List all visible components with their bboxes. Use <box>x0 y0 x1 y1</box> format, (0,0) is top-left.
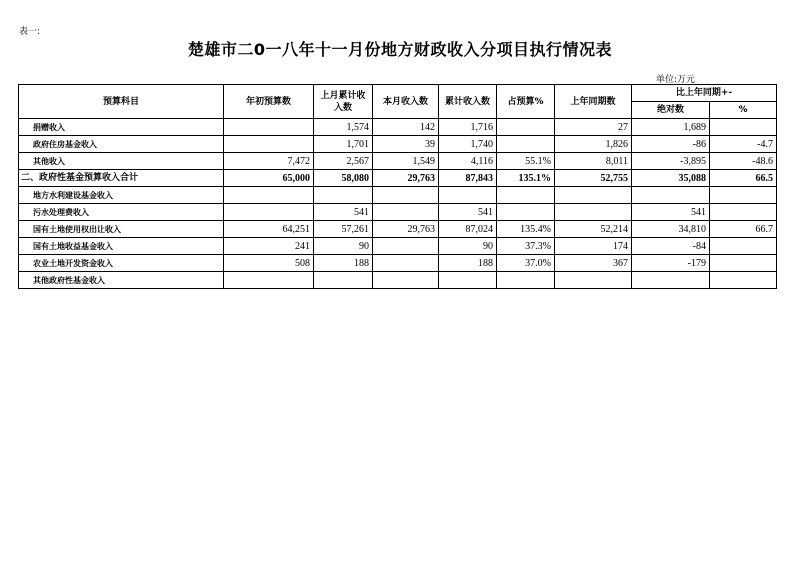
last-year-cell: 8,011 <box>555 153 632 170</box>
prev-month-cell: 2,567 <box>314 153 373 170</box>
percent-cell: 66.5 <box>710 170 777 187</box>
subject-cell: 污水处理费收入 <box>19 204 224 221</box>
month-income-cell <box>373 272 439 289</box>
subject-cell: 农业土地开发资金收入 <box>19 255 224 272</box>
table-row <box>19 136 777 153</box>
percent-cell <box>710 272 777 289</box>
last-year-cell <box>555 272 632 289</box>
annual-budget-cell <box>224 187 314 204</box>
absolute-cell: 35,088 <box>632 170 710 187</box>
month-income-cell: 39 <box>373 136 439 153</box>
header-absolute: 绝对数 <box>632 102 710 119</box>
budget-pct-cell <box>497 187 555 204</box>
cumulative-cell <box>439 187 497 204</box>
absolute-cell: -86 <box>632 136 710 153</box>
percent-cell: -48.6 <box>710 153 777 170</box>
header-budget-pct: 占预算% <box>497 85 555 119</box>
subject-cell: 其他收入 <box>19 153 224 170</box>
month-income-cell: 142 <box>373 119 439 136</box>
table-row <box>19 187 777 204</box>
month-income-cell <box>373 238 439 255</box>
annual-budget-cell <box>224 204 314 221</box>
absolute-cell: 1,689 <box>632 119 710 136</box>
prev-month-cell: 57,261 <box>314 221 373 238</box>
absolute-cell: -179 <box>632 255 710 272</box>
cumulative-cell: 4,116 <box>439 153 497 170</box>
last-year-cell: 1,826 <box>555 136 632 153</box>
percent-cell <box>710 187 777 204</box>
prev-month-cell: 188 <box>314 255 373 272</box>
budget-pct-cell: 135.1% <box>497 170 555 187</box>
subject-cell: 二、政府性基金预算收入合计 <box>19 170 224 187</box>
unit-label: 单位:万元 <box>656 75 696 85</box>
month-income-cell: 1,549 <box>373 153 439 170</box>
percent-cell <box>710 119 777 136</box>
header-annual-budget: 年初预算数 <box>224 85 314 119</box>
annual-budget-cell: 508 <box>224 255 314 272</box>
header-subject: 预算科目 <box>19 85 224 119</box>
table-row <box>19 204 777 221</box>
percent-cell: 66.7 <box>710 221 777 238</box>
document-label: 表一: <box>19 27 41 37</box>
absolute-cell <box>632 272 710 289</box>
budget-pct-cell <box>497 136 555 153</box>
annual-budget-cell: 65,000 <box>224 170 314 187</box>
budget-pct-cell: 55.1% <box>497 153 555 170</box>
annual-budget-cell: 7,472 <box>224 153 314 170</box>
percent-cell <box>710 255 777 272</box>
header-prev-month-cumulative: 上月累计收入数 <box>314 85 373 119</box>
subject-cell: 国有土地使用权出让收入 <box>19 221 224 238</box>
header-last-year-same: 上年同期数 <box>555 85 632 119</box>
prev-month-cell: 58,080 <box>314 170 373 187</box>
month-income-cell: 29,763 <box>373 221 439 238</box>
budget-pct-cell: 135.4% <box>497 221 555 238</box>
table-body <box>19 119 777 289</box>
last-year-cell: 174 <box>555 238 632 255</box>
last-year-cell: 367 <box>555 255 632 272</box>
last-year-cell: 52,755 <box>555 170 632 187</box>
subject-cell: 地方水利建设基金收入 <box>19 187 224 204</box>
cumulative-cell: 1,740 <box>439 136 497 153</box>
month-income-cell <box>373 204 439 221</box>
cumulative-cell: 1,716 <box>439 119 497 136</box>
absolute-cell: -84 <box>632 238 710 255</box>
table-total-row <box>19 170 777 187</box>
cumulative-cell: 87,024 <box>439 221 497 238</box>
prev-month-cell: 1,574 <box>314 119 373 136</box>
absolute-cell: 34,810 <box>632 221 710 238</box>
annual-budget-cell: 64,251 <box>224 221 314 238</box>
last-year-cell: 52,214 <box>555 221 632 238</box>
absolute-cell: -3,895 <box>632 153 710 170</box>
budget-pct-cell: 37.3% <box>497 238 555 255</box>
budget-pct-cell <box>497 272 555 289</box>
last-year-cell: 27 <box>555 119 632 136</box>
prev-month-cell: 541 <box>314 204 373 221</box>
annual-budget-cell <box>224 119 314 136</box>
header-percent: % <box>710 102 777 119</box>
header-month-income: 本月收入数 <box>373 85 439 119</box>
page-title: 楚雄市二0一八年十一月份地方财政收入分项目执行情况表 <box>187 40 613 59</box>
subject-cell: 其他政府性基金收入 <box>19 272 224 289</box>
table-row <box>19 272 777 289</box>
cumulative-cell: 90 <box>439 238 497 255</box>
table-row <box>19 238 777 255</box>
last-year-cell <box>555 204 632 221</box>
cumulative-cell <box>439 272 497 289</box>
revenue-table <box>18 84 777 289</box>
prev-month-cell: 90 <box>314 238 373 255</box>
cumulative-cell: 87,843 <box>439 170 497 187</box>
table-row <box>19 255 777 272</box>
cumulative-cell: 541 <box>439 204 497 221</box>
prev-month-cell <box>314 272 373 289</box>
table-row <box>19 153 777 170</box>
table-row <box>19 119 777 136</box>
header-cumulative-income: 累计收入数 <box>439 85 497 119</box>
header-compare-group: 比上年同期+- <box>632 85 777 102</box>
percent-cell <box>710 204 777 221</box>
month-income-cell: 29,763 <box>373 170 439 187</box>
absolute-cell: 541 <box>632 204 710 221</box>
cumulative-cell: 188 <box>439 255 497 272</box>
annual-budget-cell <box>224 136 314 153</box>
last-year-cell <box>555 187 632 204</box>
percent-cell <box>710 238 777 255</box>
prev-month-cell <box>314 187 373 204</box>
budget-pct-cell: 37.0% <box>497 255 555 272</box>
subject-cell: 国有土地收益基金收入 <box>19 238 224 255</box>
month-income-cell <box>373 255 439 272</box>
percent-cell: -4.7 <box>710 136 777 153</box>
prev-month-cell: 1,701 <box>314 136 373 153</box>
annual-budget-cell <box>224 272 314 289</box>
annual-budget-cell: 241 <box>224 238 314 255</box>
budget-pct-cell <box>497 204 555 221</box>
absolute-cell <box>632 187 710 204</box>
table-row <box>19 221 777 238</box>
subject-cell: 政府住房基金收入 <box>19 136 224 153</box>
budget-pct-cell <box>497 119 555 136</box>
month-income-cell <box>373 187 439 204</box>
subject-cell: 捐赠收入 <box>19 119 224 136</box>
